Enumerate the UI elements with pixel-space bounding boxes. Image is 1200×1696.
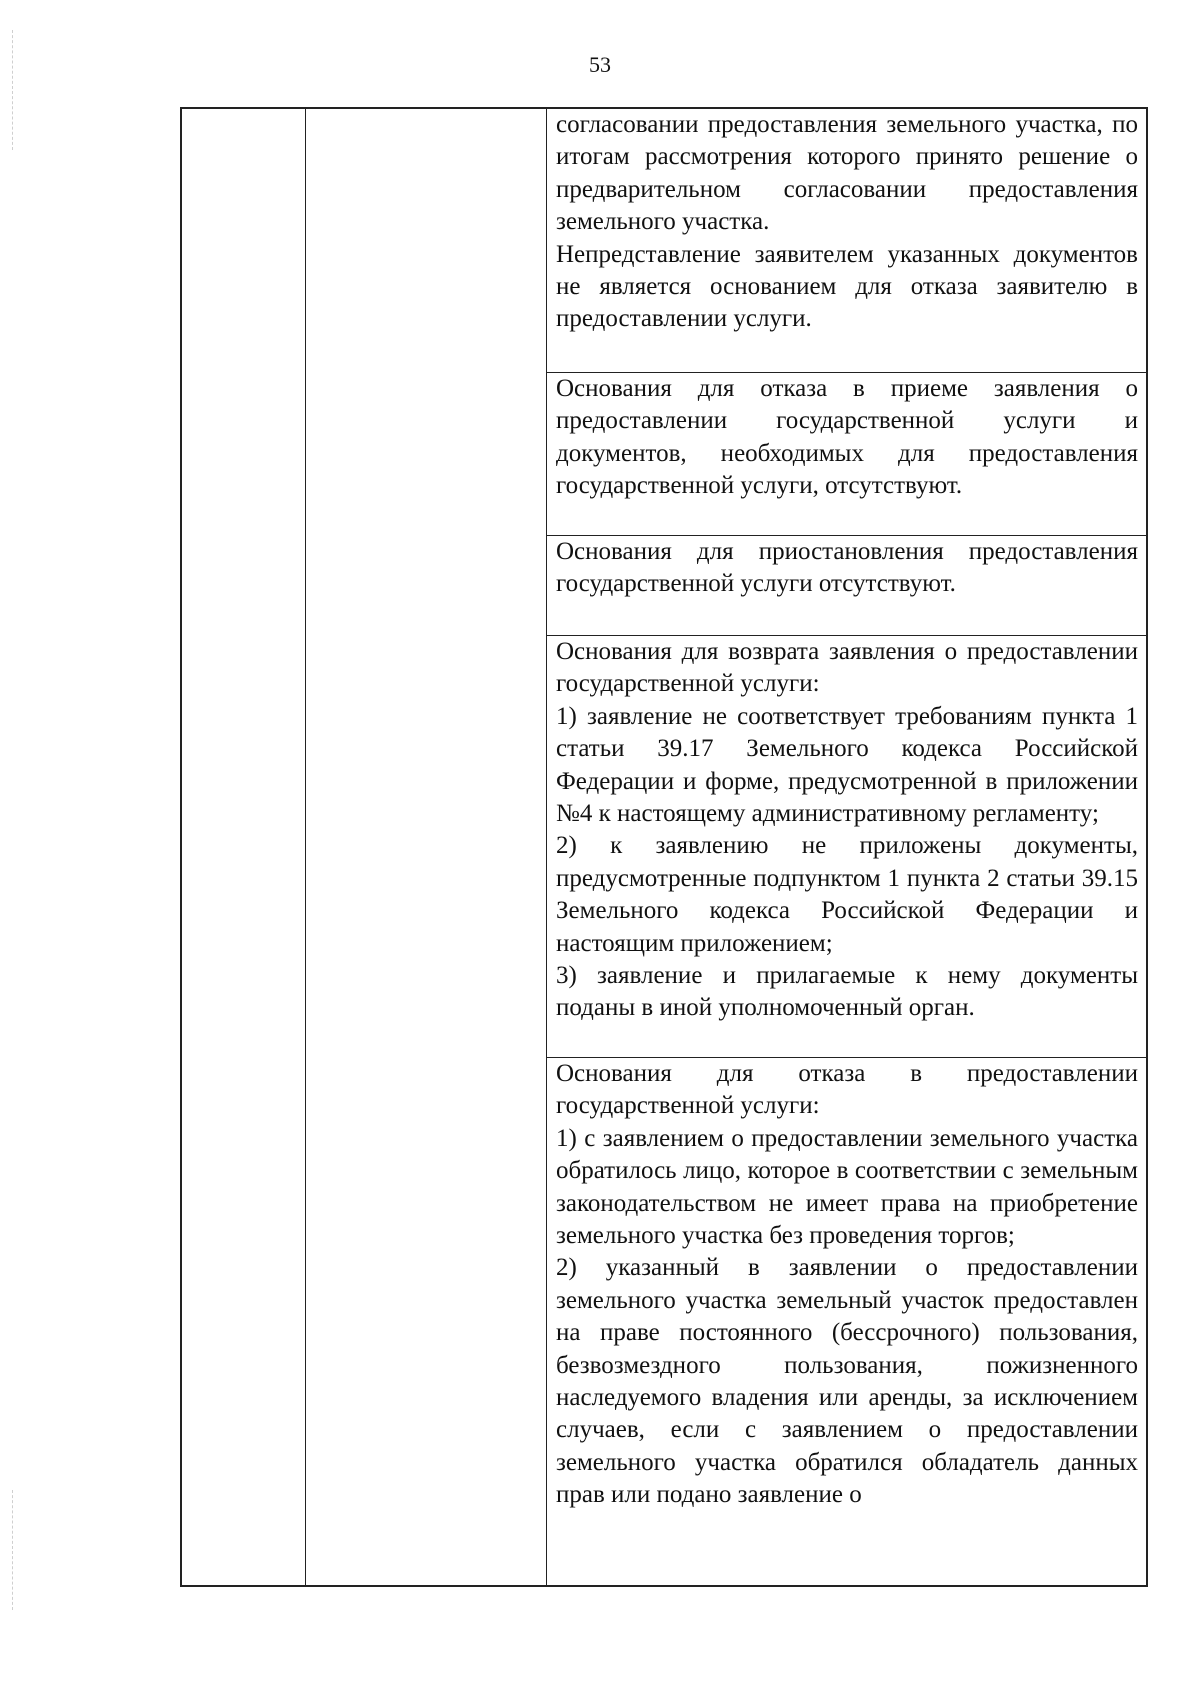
table-cell-return-grounds (547, 635, 1146, 1057)
table-cell-continuation (547, 109, 1146, 372)
cell-paragraph: согласовании предоставления земельного участка, по итогам рассмотрения которого принято решение о предварительном согласовании предоставления земельного участка. (556, 111, 1138, 236)
cell-paragraph: 2) к заявлению не приложены документы, предусмотренные подпунктом 1 пункта 2 статьи 39.15 Земельного кодекса Российской Федерации и настоящим приложением; (556, 832, 1138, 957)
table-cell-suspension (547, 535, 1146, 635)
table-cell-refusal-grounds (547, 1057, 1146, 1587)
document-table (180, 107, 1148, 1587)
cell-paragraph: Непредставление заявителем указанных документов не является основанием для отказа заявителю в предоставлении услуги. (556, 240, 1138, 333)
cell-paragraph: Основания для отказа в предоставлении государственной услуги: (556, 1060, 1138, 1120)
cell-paragraph: Основания для возврата заявления о предоставлении государственной услуги: (556, 638, 1138, 698)
cell-paragraph: 1) с заявлением о предоставлении земельного участка обратилось лицо, которое в соответствии с земельным законодательством не имеет права на приобретение земельного участка без проведения торгов; (556, 1124, 1138, 1250)
table-column-divider-1 (305, 109, 306, 1585)
cell-paragraph: 2) указанный в заявлении о предоставлении земельного участка земельный участок предоставлен на праве постоянного (бессрочного) пользования, безвозмездного пользования, пожизненного наследуемого владения или аренды, за исключением случаев, если с заявлением о предоставлении земельного участка обратился обладатель данных прав или подано заявление о (556, 1254, 1138, 1509)
cell-paragraph: 1) заявление не соответствует требованиям пункта 1 статьи 39.17 Земельного кодекса Российской Федерации и форме, предусмотренной в приложении №4 к настоящему административному регламенту; (556, 702, 1138, 828)
scan-margin-mark (12, 30, 13, 150)
table-cell-reception-refusal (547, 372, 1146, 535)
page-number: 53 (589, 52, 611, 77)
cell-paragraph: 3) заявление и прилагаемые к нему документы поданы в иной уполномоченный орган. (556, 962, 1138, 1022)
cell-paragraph: Основания для отказа в приеме заявления о предоставлении государственной услуги и документов, необходимых для предоставления государственной услуги, отсутствуют. (556, 375, 1138, 500)
scan-margin-mark (12, 1490, 13, 1610)
cell-paragraph: Основания для приостановления предоставления государственной услуги отсутствуют. (556, 538, 1138, 598)
